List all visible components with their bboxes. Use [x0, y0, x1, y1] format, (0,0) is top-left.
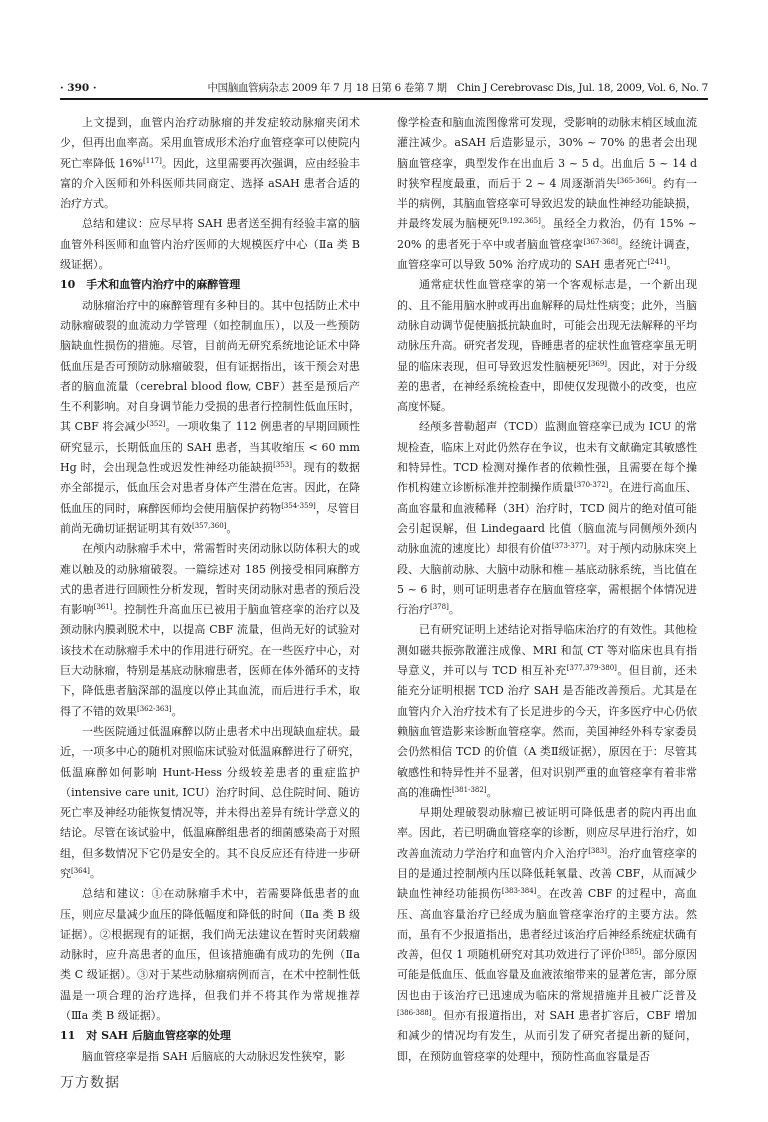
text-run: 。约有一半的病例，其脑血管痉挛可导致迟发的缺血性神经功能缺损，并最终发展为脑梗死: [397, 176, 697, 231]
text-run: 。现有的数据亦全部提示，低血压会对患者身体产生潜在危害。因此，在降低血压的同时，麻醉医师均会使用脑保护药物: [60, 461, 360, 515]
text-run: 。经统计调查，血管痉挛可以导致 50% 治疗成功的 SAH 患者死亡: [397, 237, 698, 272]
text-run: 。治疗血管痉挛的目的是通过控制颅内压以降低耗氧量、改善 CBF，从而减少缺血性神经功能损伤: [397, 846, 698, 901]
citation-ref: [364]: [71, 866, 90, 875]
body-paragraph: [60, 113, 360, 214]
text-run: 。: [226, 521, 238, 535]
text-run: 动脉瘤治疗中的麻醉管理有多种目的。其中包括防止术中动脉瘤破裂的血流动力学管理（如控制血压），以及一些预防脑缺血性损伤的措施。尽管，目前尚无研究系统地论证术中降低血压是否可预防动脉瘤破裂，但有证据指出，该干预会对患者的脑血流量（cerebral blood flow, CBF）甚至是预后产生不利影响。对自身调节能力受损的患者行控制性低血压时，其 CBF 将会减少: [60, 298, 360, 434]
text-run: 10 手术和血管内治疗中的麻醉管理: [60, 278, 241, 292]
text-run: 通常症状性血管痉挛的第一个客观标志是，一个新出现的、且不能用脑水肿或再出血解释的局灶性病变；此外，当脑动脉自动调节促使脑抵抗缺血时，可能会出现无法解释的平均动脉压升高。研究者发现，昏睡患者的症状性血管痉挛虽无明显的临床表现，但可导致迟发性脑梗死: [397, 278, 697, 373]
body-paragraph: [60, 539, 360, 722]
text-run: 。: [448, 603, 460, 617]
body-paragraph: [60, 296, 360, 540]
body-paragraph: [397, 803, 697, 1067]
text-run: 。部分原因可能是低血压、低血容量及血液浓缩带来的显著危害，部分原因也由于该治疗已迅速成为临床的常规措施并且被广泛普及: [397, 948, 698, 1002]
body-paragraph: [60, 1047, 360, 1067]
header-rule: [60, 98, 708, 100]
citation-ref: [386-388]: [397, 1009, 432, 1018]
citation-ref: [365-366]: [617, 176, 652, 185]
text-run: 。一项收集了 112 例患者的早期回顾性研究显示，长期低血压的 SAH 患者，当其收缩压 < 60 mm Hg 时，会出现急性或迟发性神经功能缺损: [60, 420, 360, 475]
text-run: 。因此，对于分级差的患者，在神经系统检查中，即使仅发现微小的改变，也应高度怀疑。: [397, 359, 698, 414]
citation-ref: [353]: [273, 461, 292, 470]
citation-ref: [370-372]: [573, 481, 609, 490]
citation-ref: [378]: [430, 603, 449, 612]
text-run: 像学检查和脑血流图像常可发现，受影响的动脉末梢区域血流灌注减少。aSAH 后造影显示，30% ~ 70% 的患者会出现脑血管痉挛，典型发作在出血后 3 ~ 5 d。出血后 5 ~ 14 d 时狭窄程度最重，而后于 2 ~ 4 周逐渐消失: [397, 116, 697, 190]
page-number: · 390 ·: [60, 82, 97, 94]
body-paragraph: [60, 722, 360, 884]
citation-ref: [367-368]: [583, 237, 618, 246]
left-column: [60, 113, 360, 1067]
text-run: 总结和建议：应尽早将 SAH 患者送至拥有经验丰富的脑血管外科医师和血管内治疗医师的大规模医疗中心（Ⅱa 类 B 级证据）。: [60, 217, 360, 272]
body-paragraph: [397, 620, 697, 803]
citation-ref: [373-377]: [551, 542, 587, 551]
section-heading: [60, 275, 360, 295]
citation-ref: [362-363]: [137, 704, 172, 713]
citation-ref: [357,360]: [192, 521, 227, 530]
journal-citation: 中国脑血管病杂志 2009 年 7 月 18 日第 6 卷第 7 期 Chin J Cerebrovasc Dis, Jul. 18, 2009, Vol. 6, No. 7: [207, 82, 708, 94]
text-run: 一些医院通过低温麻醉以防止患者术中出现缺血症状。最近，一项多中心的随机对照临床试验对低温麻醉进行了研究，低温麻醉如何影响 Hunt-Hess 分级较差患者的重症监护（intensive care unit, ICU）治疗时间、总住院时间、随访死亡率及神经功能恢复情况等，并未得出差异有统计学意义的结论。尽管在该试验中，低温麻醉组患者的细菌感染高于对照组，但多数情况下它仍是安全的。其不良反应还有待进一步研究: [60, 724, 360, 880]
citation-ref: [383]: [588, 846, 608, 855]
text-run: 脑血管痉挛是指 SAH 后脑底的大动脉迟发性狭窄，影: [82, 1049, 346, 1063]
citation-ref: [9,192,365]: [499, 217, 541, 226]
text-run: 。虽经全力救治，仍有 15% ~ 20% 的患者死于卒中或者脑血管痉挛: [397, 217, 697, 251]
body-paragraph: [397, 417, 697, 620]
text-run: 。因此，这里需要再次强调，应由经验丰富的介入医师和外科医师共同商定、选择 aSAH 患者合适的治疗方式。: [60, 156, 361, 211]
text-run: 上文提到，血管内治疗动脉瘤的并发症较动脉瘤夹闭术少，但再出血率高。采用血管成形术治疗血管痉挛可以使院内死亡率降低 16%: [60, 116, 360, 170]
text-run: ，尽管目前尚无确切证据证明其有效: [60, 501, 361, 535]
citation-ref: [381-382]: [452, 785, 487, 794]
text-run: 。在进行高血压、高血容量和血液稀释（3H）治疗时，TCD 阅片的绝对值可能会引起误解，但 Lindegaard 比值（脑血流与同侧颅外颈内动脉血流的速度比）却很有价值: [397, 481, 698, 556]
text-run: 总结和建议：①在动脉瘤手术中，若需要降低患者的血压，则应尽量减少血压的降低幅度和降低的时间（Ⅱa 类 B 级证据）。②根据现有的证据，我们尚无法建议在暂时夹闭载瘤动脉时，应升高患者的血压，但该措施确有成功的先例（Ⅱa 类 C 级证据）。③对于某些动脉瘤病例而言，在术中控制性低温是一项合理的治疗选择，但我们并不将其作为常规推荐（Ⅲa 类 B 级证据）。: [60, 887, 360, 1023]
running-header: [60, 80, 708, 96]
body-paragraph: [60, 884, 360, 1026]
text-run: 。: [171, 704, 183, 718]
text-run: 。在改善 CBF 的过程中，高血压、高血容量治疗已经成为脑血管痉挛治疗的主要方法。然而，虽有不少报道指出，患者经过该治疗后神经系统症状确有改善，但仅 1 项随机研究对其功效进行了评价: [397, 887, 698, 962]
wanfang-watermark: 万方数据: [60, 1075, 120, 1091]
text-run: 。: [89, 866, 101, 880]
text-run: 。: [666, 258, 678, 272]
body-paragraph: [397, 113, 697, 275]
text-run: 。但目前，还未能充分证明根据 TCD 治疗 SAH 是否能改善预后。尤其是在血管内介入治疗技术有了长足进步的今天，许多医疗中心仍依赖脑血管造影来诊断血管痉挛。然而，美国神经外科专家委员会仍然相信 TCD 的价值（A 类Ⅱ级证据），原因在于：尽管其敏感性和特异性并不显著，但对识别严重的血管痉挛有着非常高的准确性: [397, 664, 697, 799]
text-run: 已有研究证明上述结论对指导临床治疗的有效性。其他检测如磁共振弥散灌注成像、MRI 和氙 CT 等对临床也具有指导意义，并可以与 TCD 相互补充: [397, 623, 697, 678]
section-heading: [60, 1026, 360, 1046]
text-run: 早期处理破裂动脉瘤已被证明可降低患者的院内再出血率。因此，若已明确血管痉挛的诊断，则应尽早进行治疗，如改善血流动力学治疗和血管内介入治疗: [397, 806, 697, 860]
body-paragraph: [60, 214, 360, 275]
text-run: 11 对 SAH 后脑血管痉挛的处理: [60, 1029, 231, 1043]
citation-ref: [354-359]: [281, 501, 316, 510]
text-run: 在颅内动脉瘤手术中，常需暂时夹闭动脉以防体积大的或难以触及的动脉瘤破裂。一篇综述对 185 例接受相同麻醉方式的患者进行回顾性分析发现，暂时夹闭动脉对患者的预后没有影响: [60, 542, 360, 617]
citation-ref: [385]: [622, 948, 642, 957]
text-run: 。: [486, 785, 498, 799]
citation-ref: [361]: [93, 603, 113, 612]
citation-ref: [352]: [146, 420, 166, 429]
text-run: 。控制性升高血压已被用于脑血管痉挛的治疗以及颈动脉内膜剥脱术中，以提高 CBF 流量，但尚无好的试验对该技术在动脉瘤手术中的作用进行研究。在一些医疗中心，对巨大动脉瘤，特别是基底动脉瘤患者，医师在体外循环的支持下，降低患者脑深部的温度以停止其血流，而后进行手术，取得了不错的效果: [60, 603, 361, 718]
text-run: 经颅多普勒超声（TCD）监测血管痉挛已成为 ICU 的常规检查，临床上对此仍然存在争议，也未有文献确定其敏感性和特异性。TCD 检测对操作者的依赖性强，且需要在每个操作机构建立诊断标准并控制操作质量: [397, 420, 697, 495]
citation-ref: [369]: [588, 359, 608, 368]
right-column: [397, 113, 697, 1067]
citation-ref: [377,379-380]: [566, 664, 617, 673]
body-paragraph: [397, 275, 697, 417]
text-run: 。对于颅内动脉床突上段、大脑前动脉、大脑中动脉和椎－基底动脉系统，当比值在 5 ~ 6 时，则可证明患者存在脑血管痉挛，需根据个体情况进行治疗: [397, 542, 698, 617]
citation-ref: [117]: [143, 156, 162, 165]
citation-ref: [383-384]: [501, 887, 537, 896]
citation-ref: [241]: [647, 258, 667, 267]
text-run: 。但亦有报道指出，对 SAH 患者扩容后，CBF 增加和减少的情况均有发生，从而引发了研究者提出新的疑问，即，在预防血管痉挛的处理中，预防性高血容量是否: [397, 1009, 697, 1063]
